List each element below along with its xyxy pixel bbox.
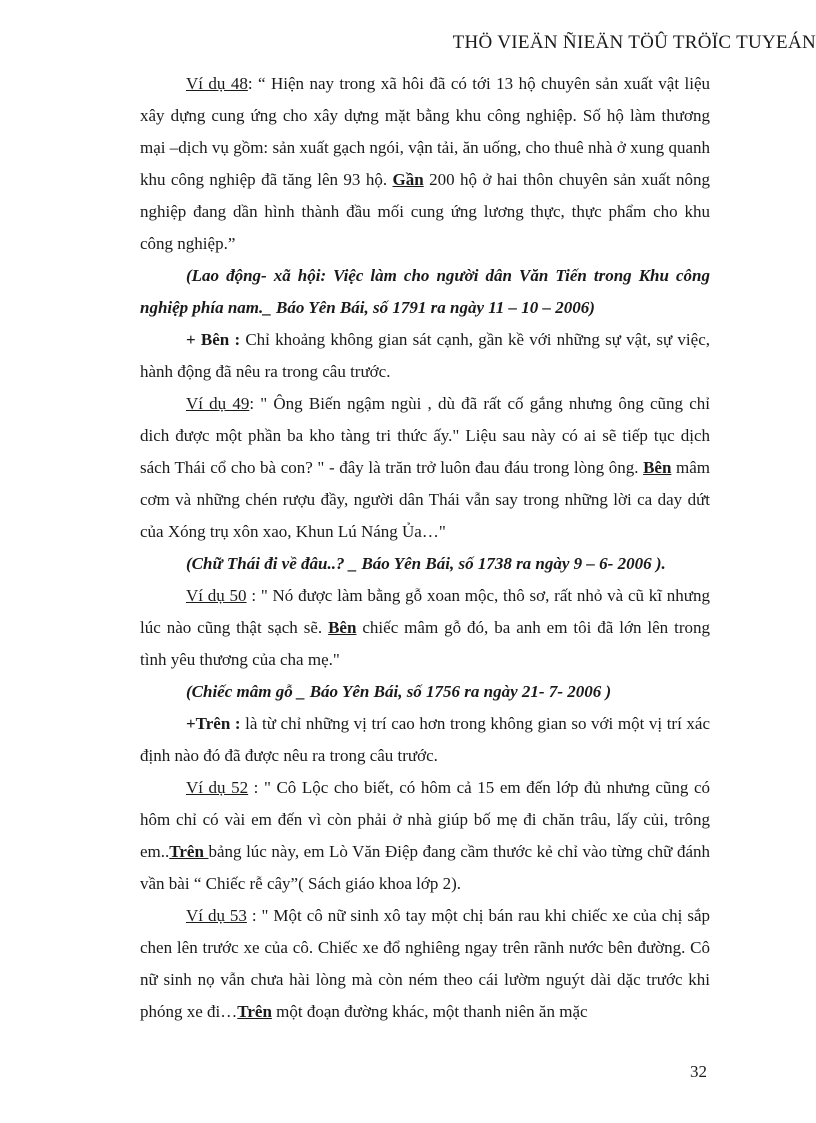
- term: +Trên :: [186, 714, 241, 733]
- citation: (Lao động- xã hội: Việc làm cho người dân Văn Tiến trong Khu công nghiệp phía nam._ Báo Yên Bái, số 1791 ra ngày 11 – 10 – 2006): [140, 266, 710, 317]
- definition-text: là từ chỉ những vị trí cao hơn trong không gian so với một vị trí xác định nào đó đã được nêu ra trong câu trước.: [140, 714, 710, 765]
- definition-tren: [140, 708, 710, 772]
- example-text: một đoạn đường khác, một thanh niên ăn mặc: [271, 1002, 588, 1021]
- keyword: Trên: [237, 1002, 272, 1021]
- keyword: Bên: [643, 458, 672, 477]
- example-text: : " Nó được làm bằng gỗ xoan mộc, thô sơ, rất nhỏ và cũ kĩ nhưng lúc nào cũng thật sạch sẽ.: [140, 586, 711, 637]
- example-53: [140, 900, 710, 1028]
- example-text: mâm cơm và những chén rượu đầy, người dân Thái vẫn say trong những lời ca day dứt của Xóng trụ xôn xao, Khun Lú Náng Ủa…": [140, 458, 711, 541]
- keyword: Trên: [169, 842, 209, 861]
- example-text: : " Ông Biến ngậm ngùi , dù đã rất cố gắng nhưng ông cũng chỉ dich được một phần ba kho tàng tri thức ấy." Liệu sau này có ai sẽ tiếp tục dịch sách Thái cổ cho bà con? " - đây là trăn trở luôn đau đáu trong lòng ông.: [140, 394, 711, 477]
- citation: (Chữ Thái đi về đâu..? _ Báo Yên Bái, số 1738 ra ngày 9 – 6- 2006 ).: [186, 554, 666, 573]
- example-52: [140, 772, 710, 900]
- example-text: : " Cô Lộc cho biết, có hôm cả 15 em đến lớp đủ nhưng cũng có hôm chỉ có vài em đến vì còn phải ở nhà giúp bố mẹ đi chăn trâu, lấy củi, trông em..: [140, 778, 710, 861]
- document-body: [140, 68, 710, 1028]
- definition-ben: [140, 324, 710, 388]
- citation: (Chiếc mâm gỗ _ Báo Yên Bái, số 1756 ra ngày 21- 7- 2006 ): [186, 682, 612, 701]
- keyword: Gần: [392, 170, 424, 189]
- example-label: Ví dụ 53: [186, 906, 247, 925]
- example-text: 200 hộ ở hai thôn chuyên sản xuất nông nghiệp đang dần hình thành đầu mối cung ứng lương thực, thực phẩm cho khu công nghiệp.”: [140, 170, 710, 253]
- example-label: Ví dụ 52: [186, 778, 249, 797]
- example-text: : " Một cô nữ sinh xô tay một chị bán rau khi chiếc xe của chị sắp chen lên trước xe của cô. Chiếc xe đổ nghiêng ngay trên rãnh nước bên đường. Cô nữ sinh nọ vẫn chưa hài lòng mà còn ném theo cái lườm nguýt dài dặc trước khi phóng xe đi…: [140, 906, 711, 1021]
- example-text: bảng lúc này, em Lò Văn Điệp đang cầm thước kẻ chỉ vào từng chữ đánh vần bài “ Chiếc rễ cây”( Sách giáo khoa lớp 2).: [140, 842, 710, 893]
- term: + Bên :: [186, 330, 241, 349]
- page-number: 32: [690, 1062, 707, 1081]
- example-label: Ví dụ 48: [186, 74, 248, 93]
- definition-text: Chỉ khoảng không gian sát cạnh, gần kề với những sự vật, sự việc, hành động đã nêu ra trong câu trước.: [140, 330, 710, 381]
- example-label: Ví dụ 49: [186, 394, 250, 413]
- example-label: Ví dụ 50: [186, 586, 247, 605]
- page-header: THÖ VIEÄN ÑIEÄN TÖÛ TRÖÏC TUYEÁN: [452, 32, 816, 53]
- keyword: Bên: [328, 618, 357, 637]
- example-text: chiếc mâm gỗ đó, ba anh em tôi đã lớn lên trong tình yêu thương của cha mẹ.": [140, 618, 710, 669]
- example-50: [140, 580, 710, 676]
- example-text: : “ Hiện nay trong xã hôi đã có tới 13 hộ chuyên sản xuất vật liệu xây dựng cung ứng cho xây dựng mặt bằng khu công nghiệp. Số hộ làm thương mại –dịch vụ gồm: sản xuất gạch ngói, vận tải, ăn uống, cho thuê nhà ở xung quanh khu công nghiệp đã tăng lên 93 hộ.: [140, 74, 710, 189]
- example-49: [140, 388, 710, 548]
- example-48: [140, 68, 710, 260]
